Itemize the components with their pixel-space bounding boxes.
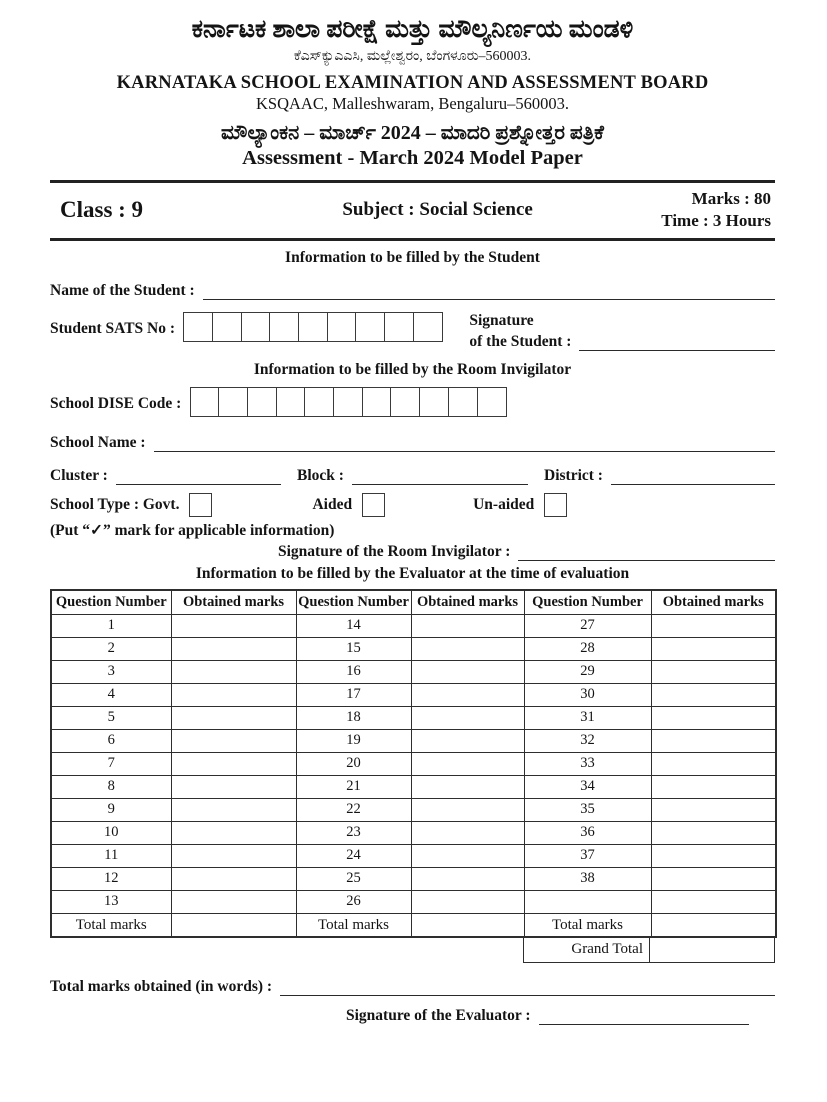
table-row: [51, 637, 776, 660]
question-number-cell: 18: [296, 706, 411, 729]
obtained-marks-cell[interactable]: [411, 729, 524, 752]
school-type-row: [50, 493, 775, 517]
dise-digit-box[interactable]: [218, 387, 249, 417]
obtained-marks-cell[interactable]: [651, 614, 776, 637]
school-name-row: [50, 433, 775, 452]
board-address-kannada: ಕೆಎಸ್‌ಕ್ಯುಎಎಸಿ, ಮಲ್ಲೇಶ್ವರಂ, ಬೆಂಗಳೂರು–560003.: [293, 48, 532, 64]
question-number-cell: 38: [524, 867, 651, 890]
time-label: Time : 3 Hours: [661, 211, 771, 231]
obtained-marks-cell[interactable]: [171, 660, 296, 683]
dise-digit-box[interactable]: [276, 387, 307, 417]
dise-digit-box[interactable]: [247, 387, 278, 417]
total-marks-label-cell: Total marks: [51, 913, 171, 937]
obtained-marks-cell[interactable]: [411, 798, 524, 821]
table-row: [51, 729, 776, 752]
obtained-marks-cell[interactable]: [651, 798, 776, 821]
obtained-marks-cell[interactable]: [171, 683, 296, 706]
obtained-marks-header: Obtained marks: [411, 590, 524, 614]
obtained-marks-cell[interactable]: [651, 637, 776, 660]
question-number-cell: 12: [51, 867, 171, 890]
total-words-field[interactable]: [280, 977, 775, 996]
obtained-marks-cell[interactable]: [651, 752, 776, 775]
marks-label: Marks : 80: [691, 188, 771, 208]
school-name-field[interactable]: [154, 433, 775, 452]
table-row: [51, 683, 776, 706]
evaluator-signature-row: [50, 1006, 775, 1025]
obtained-marks-cell[interactable]: [411, 660, 524, 683]
table-row: [51, 890, 776, 913]
obtained-marks-header: Obtained marks: [651, 590, 776, 614]
question-number-cell: 22: [296, 798, 411, 821]
total-words-row: [50, 977, 775, 996]
exam-title-english: Assessment - March 2024 Model Paper: [242, 146, 583, 169]
question-number-cell: 2: [51, 637, 171, 660]
total-marks-value-cell[interactable]: [411, 913, 524, 937]
dise-digit-box[interactable]: [190, 387, 221, 417]
sats-digit-box[interactable]: [355, 312, 386, 342]
dise-digit-box[interactable]: [477, 387, 508, 417]
cluster-label: Cluster :: [50, 467, 108, 485]
question-number-header: Question Number: [296, 590, 411, 614]
obtained-marks-cell[interactable]: [171, 729, 296, 752]
dise-code-row: [50, 387, 775, 417]
obtained-marks-cell[interactable]: [411, 637, 524, 660]
question-number-cell: 17: [296, 683, 411, 706]
student-section-heading: Information to be filled by the Student: [285, 249, 540, 267]
obtained-marks-cell[interactable]: [411, 614, 524, 637]
question-number-cell: 3: [51, 660, 171, 683]
question-number-cell: 21: [296, 775, 411, 798]
obtained-marks-cell[interactable]: [651, 821, 776, 844]
board-title-english: KARNATAKA SCHOOL EXAMINATION AND ASSESSMENT BOARD: [116, 72, 709, 93]
obtained-marks-cell[interactable]: [171, 867, 296, 890]
unaided-checkbox[interactable]: [544, 493, 567, 517]
obtained-marks-cell[interactable]: [411, 752, 524, 775]
sats-digit-box[interactable]: [384, 312, 415, 342]
question-number-cell: 10: [51, 821, 171, 844]
exam-title-kannada: ಮೌಲ್ಯಾಂಕನ – ಮಾರ್ಚ್ 2024 – ಮಾದರಿ ಪ್ರಶ್ನೋತ್ತರ ಪತ್ರಿಕೆ: [221, 121, 604, 144]
table-row: [51, 867, 776, 890]
question-number-cell: 7: [51, 752, 171, 775]
invigilator-signature-label: Signature of the Room Invigilator :: [278, 543, 511, 561]
grand-total-label: Grand Total: [523, 938, 650, 963]
marks-table: [50, 589, 777, 938]
govt-checkbox[interactable]: [189, 493, 212, 517]
sats-row: [50, 312, 775, 351]
dise-digit-box[interactable]: [390, 387, 421, 417]
table-row: [51, 798, 776, 821]
obtained-marks-cell[interactable]: [171, 614, 296, 637]
question-number-cell: 1: [51, 614, 171, 637]
student-signature-label-line1: Signature: [469, 312, 534, 330]
sats-digit-box[interactable]: [298, 312, 329, 342]
obtained-marks-cell[interactable]: [411, 844, 524, 867]
dise-code-label: School DISE Code :: [50, 395, 182, 413]
total-marks-row: [51, 913, 776, 937]
evaluator-signature-field[interactable]: [539, 1006, 749, 1025]
evaluator-section-heading: Information to be filled by the Evaluator at the time of evaluation: [195, 565, 630, 583]
obtained-marks-cell[interactable]: [411, 821, 524, 844]
student-signature-label-line2: of the Student :: [469, 333, 572, 351]
question-number-header: Question Number: [524, 590, 651, 614]
obtained-marks-cell[interactable]: [171, 637, 296, 660]
obtained-marks-cell[interactable]: [651, 706, 776, 729]
question-number-cell: 30: [524, 683, 651, 706]
grand-total-cell[interactable]: [650, 938, 775, 963]
school-type-label: School Type : Govt.: [50, 496, 180, 514]
total-marks-value-cell[interactable]: [171, 913, 296, 937]
question-number-cell: 5: [51, 706, 171, 729]
sats-label: Student SATS No :: [50, 320, 176, 338]
obtained-marks-cell[interactable]: [651, 867, 776, 890]
question-number-header: Question Number: [51, 590, 171, 614]
question-number-cell: 25: [296, 867, 411, 890]
obtained-marks-cell[interactable]: [171, 798, 296, 821]
marks-table-body: [51, 614, 776, 937]
sats-digit-box[interactable]: [269, 312, 300, 342]
dise-digit-box[interactable]: [419, 387, 450, 417]
invigilator-signature-row: [50, 542, 775, 561]
table-row: [51, 660, 776, 683]
grand-total-row: [50, 938, 775, 963]
question-number-cell: 28: [524, 637, 651, 660]
unaided-label: Un-aided: [473, 496, 535, 514]
obtained-marks-cell[interactable]: [651, 890, 776, 913]
dise-boxes: [191, 387, 507, 417]
question-number-cell: 14: [296, 614, 411, 637]
obtained-marks-cell[interactable]: [171, 775, 296, 798]
question-number-cell: 37: [524, 844, 651, 867]
student-signature-block: [469, 312, 775, 351]
obtained-marks-cell[interactable]: [171, 844, 296, 867]
obtained-marks-cell[interactable]: [171, 752, 296, 775]
evaluator-signature-label: Signature of the Evaluator :: [346, 1007, 531, 1025]
student-name-label: Name of the Student :: [50, 282, 195, 300]
question-number-cell: 15: [296, 637, 411, 660]
total-marks-value-cell[interactable]: [651, 913, 776, 937]
sats-digit-box[interactable]: [413, 312, 444, 342]
question-number-cell: 32: [524, 729, 651, 752]
dise-digit-box[interactable]: [448, 387, 479, 417]
table-row: [51, 775, 776, 798]
question-number-cell: 36: [524, 821, 651, 844]
question-number-cell: 23: [296, 821, 411, 844]
dise-digit-box[interactable]: [333, 387, 364, 417]
block-label: Block :: [297, 467, 344, 485]
question-number-cell: 9: [51, 798, 171, 821]
obtained-marks-cell[interactable]: [411, 867, 524, 890]
obtained-marks-cell[interactable]: [411, 683, 524, 706]
obtained-marks-cell[interactable]: [651, 844, 776, 867]
marks-table-head: [51, 590, 776, 614]
sats-boxes: [185, 312, 443, 342]
sats-digit-box[interactable]: [212, 312, 243, 342]
table-row: [51, 752, 776, 775]
question-number-cell: 20: [296, 752, 411, 775]
tick-note: (Put “✓” mark for applicable information): [50, 522, 335, 540]
table-row: [51, 844, 776, 867]
cluster-block-district-row: [50, 466, 775, 485]
total-marks-label-cell: Total marks: [296, 913, 411, 937]
marks-time-block: [628, 188, 771, 234]
student-name-field[interactable]: [203, 281, 775, 300]
district-field[interactable]: [611, 466, 775, 485]
obtained-marks-cell[interactable]: [651, 775, 776, 798]
question-number-cell: 34: [524, 775, 651, 798]
obtained-marks-cell[interactable]: [171, 890, 296, 913]
obtained-marks-cell[interactable]: [651, 660, 776, 683]
dise-digit-box[interactable]: [304, 387, 335, 417]
obtained-marks-cell[interactable]: [171, 706, 296, 729]
table-row: [51, 821, 776, 844]
question-number-cell: 13: [51, 890, 171, 913]
class-label: Class : 9: [60, 197, 144, 223]
student-signature-field[interactable]: [579, 332, 775, 351]
subject-label: Subject : Social Science: [342, 199, 533, 221]
sats-digit-box[interactable]: [183, 312, 214, 342]
question-number-cell: 26: [296, 890, 411, 913]
dise-digit-box[interactable]: [362, 387, 393, 417]
total-marks-label-cell: Total marks: [524, 913, 651, 937]
question-number-cell: 11: [51, 844, 171, 867]
district-label: District :: [544, 467, 603, 485]
cluster-field[interactable]: [116, 466, 281, 485]
school-name-label: School Name :: [50, 434, 146, 452]
obtained-marks-cell[interactable]: [171, 821, 296, 844]
block-field[interactable]: [352, 466, 528, 485]
aided-label: Aided: [312, 496, 353, 514]
obtained-marks-cell[interactable]: [411, 775, 524, 798]
question-number-cell: 31: [524, 706, 651, 729]
table-row: [51, 614, 776, 637]
question-number-cell: 29: [524, 660, 651, 683]
sats-digit-box[interactable]: [241, 312, 272, 342]
board-address-english: KSQAAC, Malleshwaram, Bengaluru–560003.: [255, 93, 569, 113]
obtained-marks-header: Obtained marks: [171, 590, 296, 614]
question-number-cell: 35: [524, 798, 651, 821]
invigilator-signature-field[interactable]: [518, 542, 775, 561]
aided-checkbox[interactable]: [362, 493, 385, 517]
total-words-label: Total marks obtained (in words) :: [50, 978, 273, 996]
board-title-kannada: ಕರ್ನಾಟಕ ಶಾಲಾ ಪರೀಕ್ಷೆ ಮತ್ತು ಮೌಲ್ಯನಿರ್ಣಯ ಮಂಡಳಿ: [191, 16, 634, 43]
class-subject-banner: [50, 180, 775, 242]
question-number-cell: 8: [51, 775, 171, 798]
question-number-cell: 24: [296, 844, 411, 867]
question-number-cell: 6: [51, 729, 171, 752]
table-header-row: [51, 590, 776, 614]
student-name-row: [50, 281, 775, 300]
question-number-cell: 4: [51, 683, 171, 706]
question-number-cell: 33: [524, 752, 651, 775]
question-number-cell: [524, 890, 651, 913]
obtained-marks-cell[interactable]: [411, 890, 524, 913]
table-row: [51, 706, 776, 729]
obtained-marks-cell[interactable]: [651, 729, 776, 752]
obtained-marks-cell[interactable]: [651, 683, 776, 706]
sats-digit-box[interactable]: [327, 312, 358, 342]
invigilator-section-heading: Information to be filled by the Room Invigilator: [253, 361, 572, 379]
obtained-marks-cell[interactable]: [411, 706, 524, 729]
question-number-cell: 19: [296, 729, 411, 752]
question-number-cell: 16: [296, 660, 411, 683]
question-number-cell: 27: [524, 614, 651, 637]
